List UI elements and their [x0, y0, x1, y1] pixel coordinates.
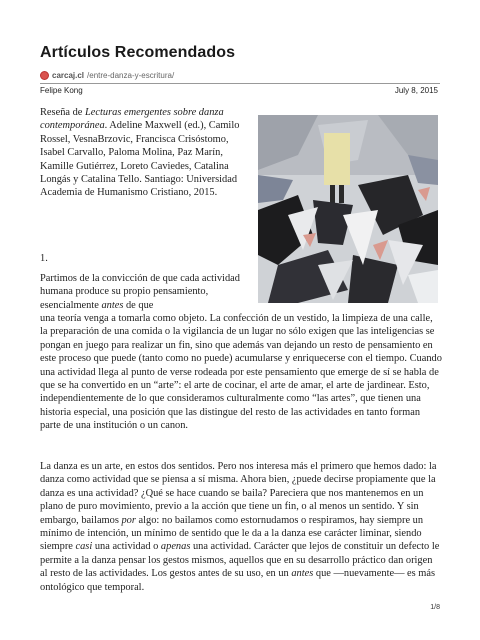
- paragraph-1-text-a: Partimos de la convicción de que cada actividad humana produce su propio pensamiento, esencialmente: [40, 273, 240, 311]
- paragraph-2-text-e: que —nuevamente— es más ontológico que temporal.: [40, 568, 436, 593]
- paragraph-2-text-c: una actividad o: [92, 541, 161, 553]
- page-title: Artículos Recomendados: [40, 44, 236, 61]
- review-prefix: Reseña de: [40, 107, 86, 118]
- source-domain: carcaj.cl: [52, 71, 85, 80]
- emphasis-casi: casi: [75, 541, 93, 553]
- paragraph-2-text-d: una actividad. Carácter que lejos de constituir un defecto le permite a la danza pensar los gestos mismos, aquellos que en su desarrollo práctico dan origen al resto de las actividades. Los gestos antes de su uso, en un: [40, 541, 440, 580]
- emphasis-antes-2: antes: [291, 568, 314, 580]
- paragraph-2: [40, 460, 442, 594]
- publish-date: July 8, 2015: [394, 86, 438, 95]
- paragraph-2-text-b: algo: no bailamos como estornudamos o respiramos, hay siempre un mínimo de intención, un mínimo de sentido que le da a la danza ese carácter liminar, siendo siempre: [40, 514, 424, 553]
- page-number: 1/8: [430, 604, 440, 611]
- paragraph-1-text-b: de que: [123, 299, 154, 311]
- paragraph-1-rest: una teoría venga a tomarla como objeto. La confección de un vestido, la limpieza de una calle, la preparación de una comida o la vigilancia de un lugar no sólo exigen que las inteligencias se pongan en juego para realizar un fin, sino que además van dejando un resto de pensamiento en este proceso que puede (tanto como no puede) acumularse y enriquecerse con el tiempo. Cuando una actividad llega al punto de verse rodeada por este pensamiento que emerge de sí se habla de que se ha convertido en un “arte”: el arte de cocinar, el arte de amar, el arte de jardinear. Esto, independientemente de lo que consideramos culturalmente como “las artes”, que tienen una historia especial, una posición que las distingue del resto de las actividades en tanto forman parte de una institución o un canon.: [40, 313, 442, 432]
- book-title: Lecturas emergentes sobre danza contemporánea: [40, 107, 224, 132]
- author-name: Felipe Kong: [40, 86, 83, 95]
- emphasis-apenas: apenas: [160, 541, 191, 553]
- emphasis-por: por: [121, 514, 136, 526]
- review-details: . Adeline Maxwell (ed.), Camilo Rossel, VesnaBrzovic, Francisca Crisóstomo, Isabel Carvallo, Paloma Molina, Paz Marín, Kamille Gutiérrez, Loreto Caviedes, Catalina Longás y Catalina Tello. Santiago: Universidad Academia de Humanismo Cristiano, 2015.: [40, 120, 240, 199]
- artwork-image: [258, 115, 438, 303]
- paragraph-1-lead: [40, 272, 254, 312]
- paragraph-2-text-a: La danza es un arte, en estos dos sentidos. Pero nos interesa más el primero que hemos dado: la danza como actividad que se piensa a sí misma. Ahora bien, ¿puede decirse propiamente que la danza es una actividad? ¿Qué se hace cuando se baila? Pareciera que nos mantenemos en un plano de puro movimiento, previo a la acción que tiene un fin, o al menos un sentido. Y sin embargo, bailamos: [40, 461, 437, 526]
- source-path: /entre-danza-y-escritura/: [87, 71, 175, 80]
- emphasis-antes: antes: [101, 299, 124, 311]
- header-divider: [40, 83, 440, 84]
- review-citation: [40, 106, 254, 200]
- site-favicon-icon: [40, 71, 49, 80]
- source-link[interactable]: [40, 71, 174, 80]
- abstract-painting: [258, 115, 438, 303]
- section-number: 1.: [40, 253, 48, 264]
